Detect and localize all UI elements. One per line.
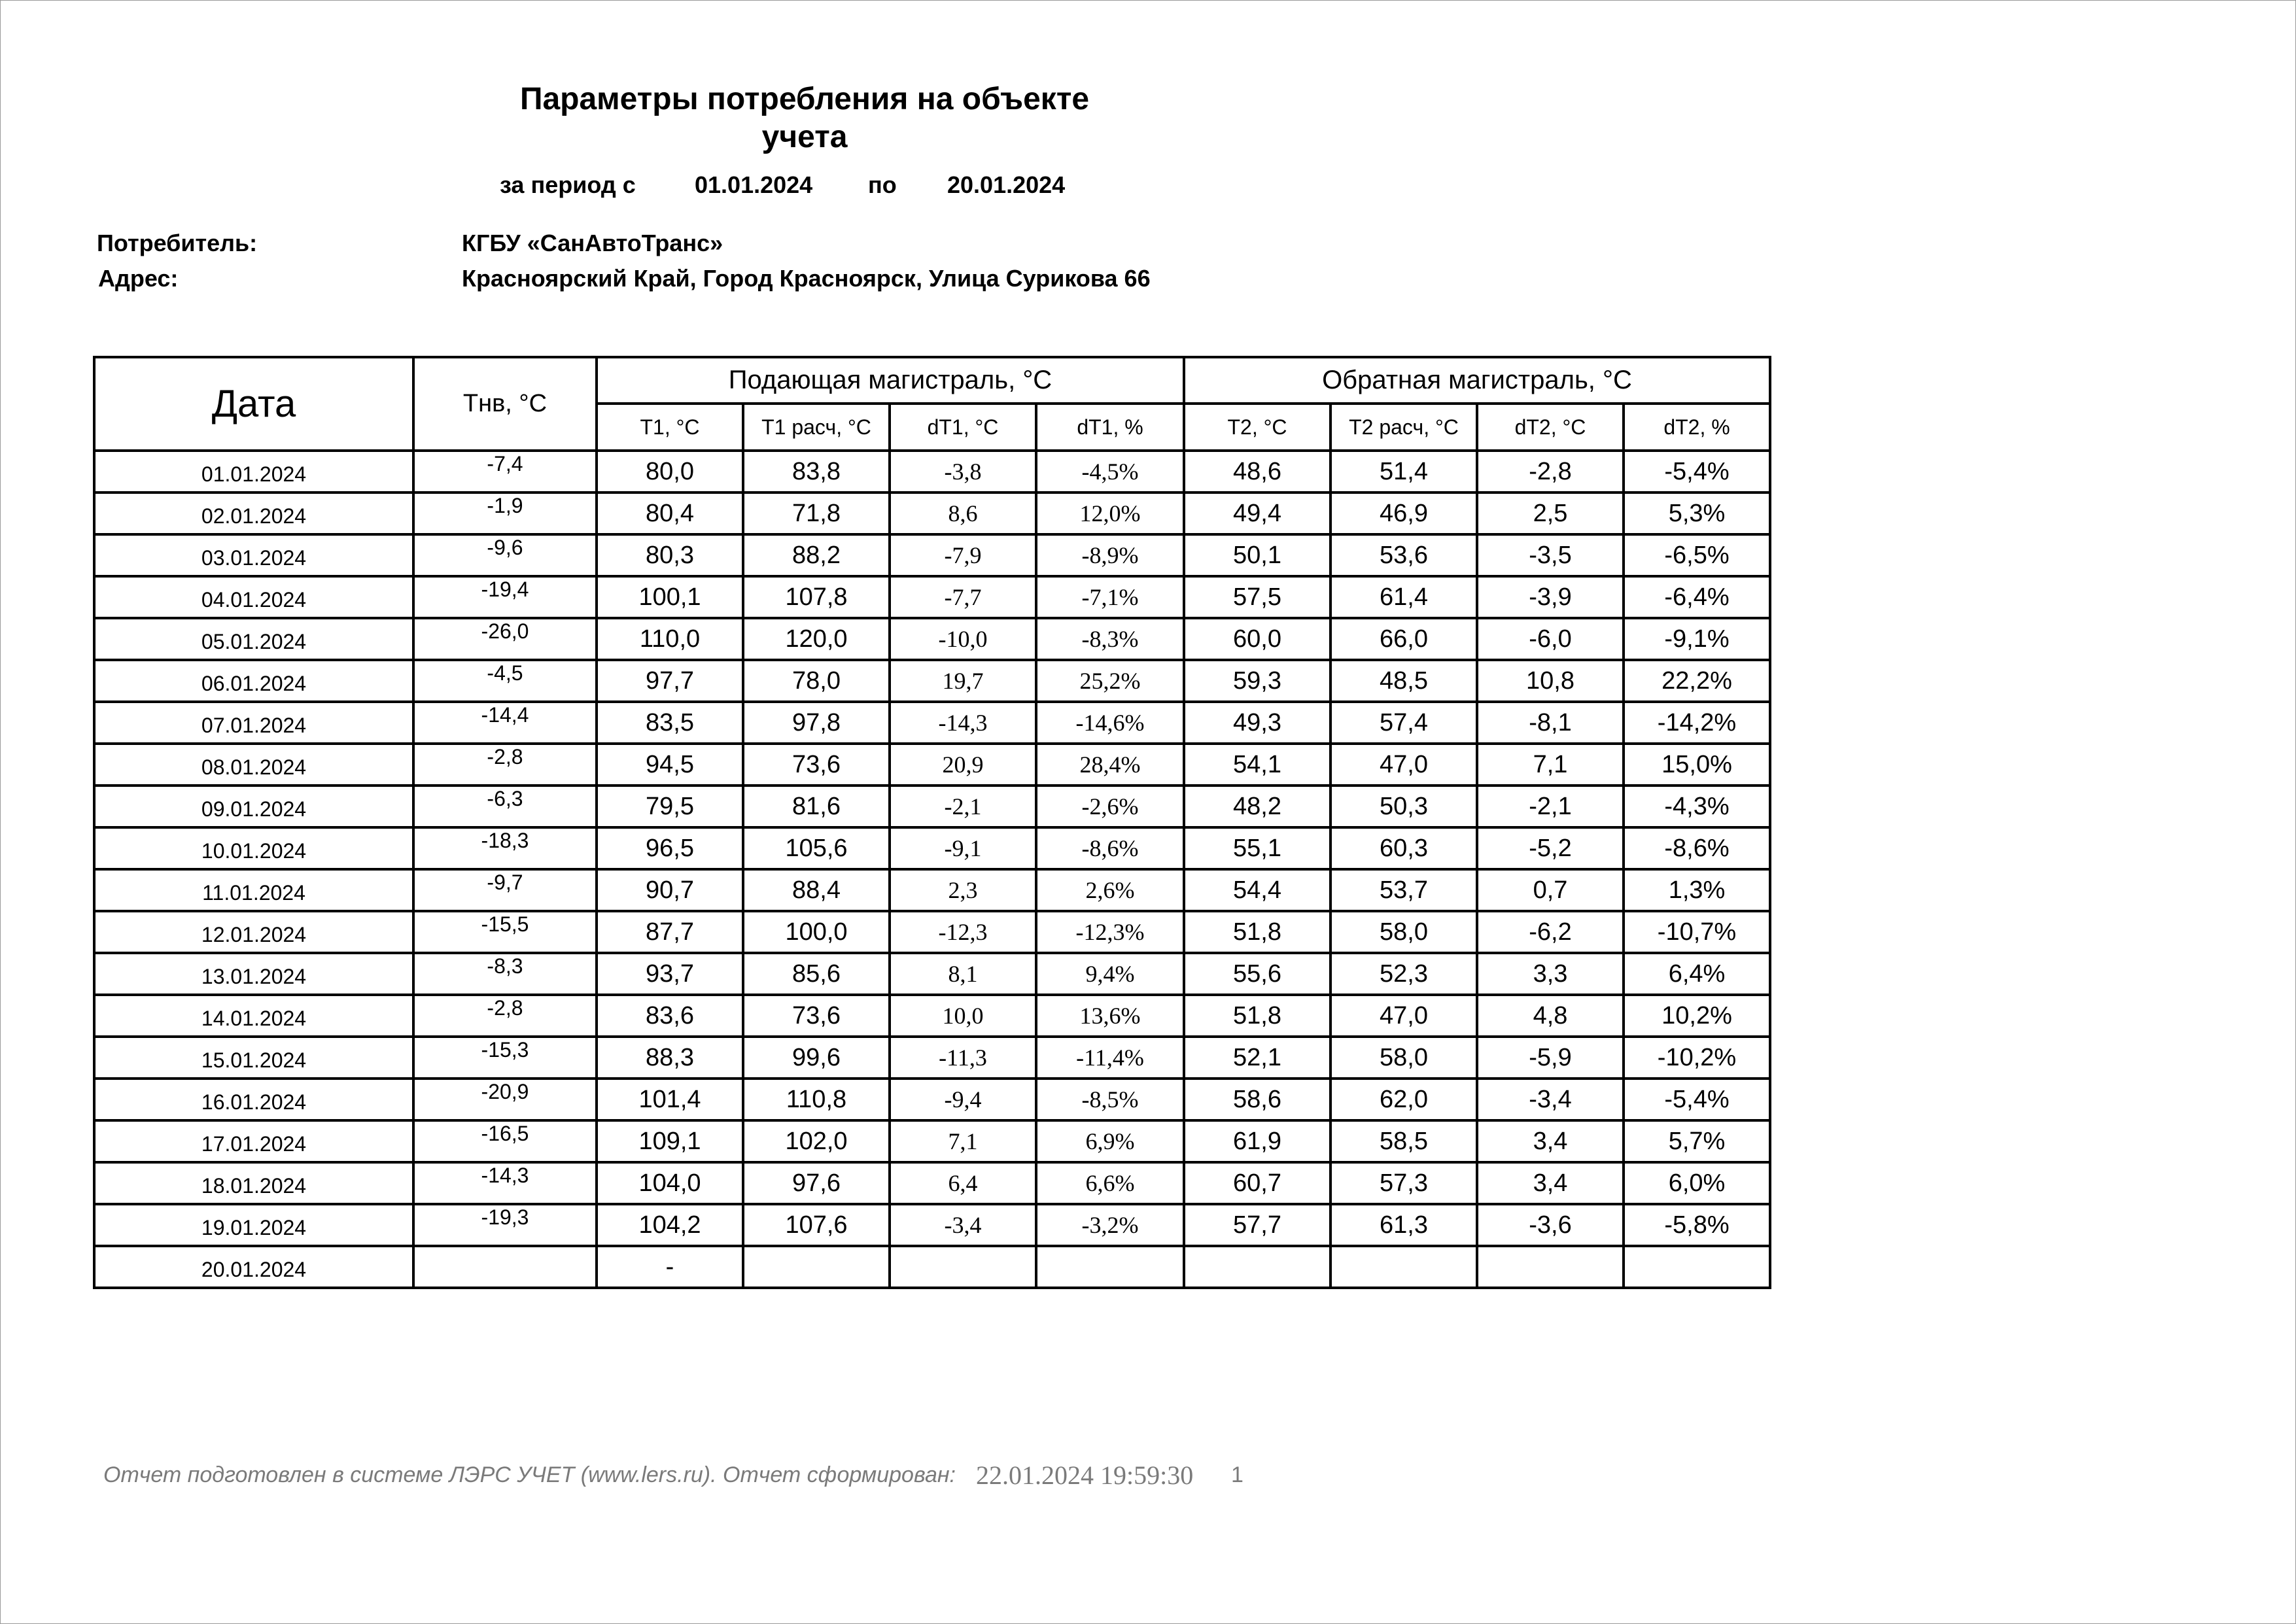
date-cell: 08.01.2024 [94,744,413,786]
t2-cell: 61,9 [1184,1120,1331,1162]
dt2-cell: 3,4 [1477,1120,1624,1162]
t1-calc-cell: 100,0 [743,911,890,953]
t2-cell: 51,8 [1184,995,1331,1037]
dt1-cell: -7,7 [890,576,1036,618]
date-cell: 13.01.2024 [94,953,413,995]
tnv-cell: -26,0 [413,618,597,660]
dt1-pct-cell: -12,3% [1036,911,1184,953]
header-dt1: dT1, °С [890,404,1036,451]
report-title-line2: учета [761,120,848,154]
date-cell: 20.01.2024 [94,1246,413,1288]
dt2-cell: 3,4 [1477,1162,1624,1204]
t1-calc-cell: 85,6 [743,953,890,995]
tnv-cell [413,1246,597,1288]
t1-calc-cell: 107,8 [743,576,890,618]
header-supply-main: Подающая магистраль, °С [597,357,1184,404]
dt1-pct-cell: 9,4% [1036,953,1184,995]
tnv-cell: -19,3 [413,1204,597,1246]
dt2-cell: -6,2 [1477,911,1624,953]
report-title-line1: Параметры потребления на объекте [519,82,1090,116]
period-to-date: 20.01.2024 [947,171,1066,198]
t1-calc-cell: 71,8 [743,492,890,534]
date-cell: 06.01.2024 [94,660,413,702]
period-from-date: 01.01.2024 [695,171,813,198]
tnv-cell: -2,8 [413,744,597,786]
dt2-cell: -2,8 [1477,451,1624,492]
tnv-cell: -14,3 [413,1162,597,1204]
dt2-cell [1477,1246,1624,1288]
table-row [94,451,1770,492]
t1-cell: 88,3 [597,1037,743,1079]
address-label: Адрес: [98,265,179,292]
dt1-cell: 6,4 [890,1162,1036,1204]
table-row [94,702,1770,744]
dt2-cell: -8,1 [1477,702,1624,744]
dt1-pct-cell: 12,0% [1036,492,1184,534]
t2-cell: 57,7 [1184,1204,1331,1246]
dt1-pct-cell: -14,6% [1036,702,1184,744]
t2-calc-cell [1331,1246,1477,1288]
tnv-cell: -6,3 [413,786,597,827]
t1-cell: 83,5 [597,702,743,744]
dt1-pct-cell: 6,6% [1036,1162,1184,1204]
dt1-pct-cell: -11,4% [1036,1037,1184,1079]
footer-timestamp: 22.01.2024 19:59:30 [976,1460,1194,1490]
dt1-cell: 2,3 [890,869,1036,911]
header-t1: Т1, °С [597,404,743,451]
t1-cell: - [597,1246,743,1288]
t2-cell: 60,7 [1184,1162,1331,1204]
t1-calc-cell: 88,4 [743,869,890,911]
dt1-pct-cell: -8,6% [1036,827,1184,869]
t2-cell: 52,1 [1184,1037,1331,1079]
dt2-cell: 3,3 [1477,953,1624,995]
dt2-pct-cell: -5,4% [1624,1079,1770,1120]
dt2-pct-cell: -4,3% [1624,786,1770,827]
dt2-pct-cell: 6,4% [1624,953,1770,995]
dt2-cell: -3,5 [1477,534,1624,576]
date-cell: 19.01.2024 [94,1204,413,1246]
dt1-pct-cell: 13,6% [1036,995,1184,1037]
t1-calc-cell: 78,0 [743,660,890,702]
consumer-value: КГБУ «СанАвтоТранс» [462,230,723,256]
table-body [94,451,1770,1288]
table-row [94,660,1770,702]
t2-calc-cell: 52,3 [1331,953,1477,995]
t1-calc-cell: 88,2 [743,534,890,576]
dt2-pct-cell: 1,3% [1624,869,1770,911]
dt1-cell: -12,3 [890,911,1036,953]
t2-cell: 54,4 [1184,869,1331,911]
dt2-cell: -2,1 [1477,786,1624,827]
t2-calc-cell: 53,6 [1331,534,1477,576]
dt1-cell: -11,3 [890,1037,1036,1079]
dt1-cell: -2,1 [890,786,1036,827]
header-return-main: Обратная магистраль, °С [1184,357,1770,404]
period-to-label: по [868,171,897,198]
t2-cell: 55,1 [1184,827,1331,869]
t2-calc-cell: 57,4 [1331,702,1477,744]
t1-cell: 97,7 [597,660,743,702]
dt2-pct-cell: 22,2% [1624,660,1770,702]
t1-calc-cell: 99,6 [743,1037,890,1079]
dt1-cell: 19,7 [890,660,1036,702]
date-cell: 01.01.2024 [94,451,413,492]
t2-calc-cell: 47,0 [1331,995,1477,1037]
t1-cell: 110,0 [597,618,743,660]
dt2-pct-cell: 6,0% [1624,1162,1770,1204]
t1-cell: 104,2 [597,1204,743,1246]
t1-cell: 101,4 [597,1079,743,1120]
dt2-cell: -5,9 [1477,1037,1624,1079]
t1-cell: 94,5 [597,744,743,786]
dt2-pct-cell: -14,2% [1624,702,1770,744]
tnv-cell: -9,6 [413,534,597,576]
dt1-cell: -7,9 [890,534,1036,576]
dt1-pct-cell: -8,5% [1036,1079,1184,1120]
dt1-cell: 8,6 [890,492,1036,534]
t1-cell: 109,1 [597,1120,743,1162]
t2-cell: 48,6 [1184,451,1331,492]
consumption-table [93,356,1771,1289]
t1-cell: 90,7 [597,869,743,911]
dt1-pct-cell: -3,2% [1036,1204,1184,1246]
consumer-label: Потребитель: [97,230,258,256]
dt1-cell: -3,8 [890,451,1036,492]
address-value: Красноярский Край, Город Красноярск, Улица Сурикова 66 [462,265,1151,292]
table-row [94,534,1770,576]
dt2-pct-cell: 5,3% [1624,492,1770,534]
dt1-cell [890,1246,1036,1288]
date-cell: 03.01.2024 [94,534,413,576]
date-cell: 11.01.2024 [94,869,413,911]
header-tnv: Тнв, °С [413,357,597,451]
t1-calc-cell: 73,6 [743,995,890,1037]
table-row [94,953,1770,995]
dt2-cell: 7,1 [1477,744,1624,786]
date-cell: 10.01.2024 [94,827,413,869]
period-from-label: за период с [500,171,636,198]
t1-cell: 96,5 [597,827,743,869]
t2-cell: 55,6 [1184,953,1331,995]
dt2-pct-cell: -9,1% [1624,618,1770,660]
date-cell: 07.01.2024 [94,702,413,744]
t1-calc-cell: 102,0 [743,1120,890,1162]
t1-cell: 87,7 [597,911,743,953]
dt2-cell: 0,7 [1477,869,1624,911]
dt1-cell: 7,1 [890,1120,1036,1162]
date-cell: 02.01.2024 [94,492,413,534]
t2-calc-cell: 57,3 [1331,1162,1477,1204]
t1-cell: 80,3 [597,534,743,576]
t2-calc-cell: 61,3 [1331,1204,1477,1246]
table-row [94,995,1770,1037]
date-cell: 15.01.2024 [94,1037,413,1079]
date-cell: 09.01.2024 [94,786,413,827]
dt2-cell: -6,0 [1477,618,1624,660]
tnv-cell: -2,8 [413,995,597,1037]
t1-cell: 79,5 [597,786,743,827]
dt1-cell: -14,3 [890,702,1036,744]
header-dt2-pct: dT2, % [1624,404,1770,451]
dt1-pct-cell [1036,1246,1184,1288]
t1-calc-cell: 97,8 [743,702,890,744]
dt2-cell: 2,5 [1477,492,1624,534]
dt1-cell: -9,1 [890,827,1036,869]
dt2-pct-cell: 15,0% [1624,744,1770,786]
tnv-cell: -14,4 [413,702,597,744]
date-cell: 14.01.2024 [94,995,413,1037]
t1-cell: 80,4 [597,492,743,534]
t1-cell: 93,7 [597,953,743,995]
tnv-cell: -16,5 [413,1120,597,1162]
dt2-cell: 4,8 [1477,995,1624,1037]
header-t1-calc: Т1 расч, °С [743,404,890,451]
t2-cell: 50,1 [1184,534,1331,576]
tnv-cell: -19,4 [413,576,597,618]
dt1-pct-cell: 6,9% [1036,1120,1184,1162]
t2-calc-cell: 58,5 [1331,1120,1477,1162]
t2-calc-cell: 51,4 [1331,451,1477,492]
dt2-cell: -5,2 [1477,827,1624,869]
dt2-pct-cell: -8,6% [1624,827,1770,869]
tnv-cell: -4,5 [413,660,597,702]
table-row [94,1120,1770,1162]
t1-calc-cell: 97,6 [743,1162,890,1204]
dt1-pct-cell: 2,6% [1036,869,1184,911]
t2-calc-cell: 46,9 [1331,492,1477,534]
table-row [94,1162,1770,1204]
tnv-cell: -1,9 [413,492,597,534]
dt2-pct-cell: -10,7% [1624,911,1770,953]
date-cell: 05.01.2024 [94,618,413,660]
table-row [94,492,1770,534]
footer-note: Отчет подготовлен в системе ЛЭРС УЧЕТ (www.lers.ru). Отчет сформирован: [103,1462,956,1487]
dt2-pct-cell: -6,5% [1624,534,1770,576]
dt2-cell: -3,9 [1477,576,1624,618]
dt2-pct-cell [1624,1246,1770,1288]
t2-calc-cell: 66,0 [1331,618,1477,660]
dt2-pct-cell: 10,2% [1624,995,1770,1037]
t2-cell: 49,3 [1184,702,1331,744]
dt2-cell: -3,4 [1477,1079,1624,1120]
t2-calc-cell: 60,3 [1331,827,1477,869]
dt1-cell: 8,1 [890,953,1036,995]
dt1-pct-cell: -2,6% [1036,786,1184,827]
dt2-pct-cell: -6,4% [1624,576,1770,618]
t1-cell: 100,1 [597,576,743,618]
t1-cell: 104,0 [597,1162,743,1204]
dt1-pct-cell: -4,5% [1036,451,1184,492]
table-row [94,618,1770,660]
t2-cell: 59,3 [1184,660,1331,702]
t2-cell: 58,6 [1184,1079,1331,1120]
t1-calc-cell: 110,8 [743,1079,890,1120]
header-dt1-pct: dT1, % [1036,404,1184,451]
dt2-cell: 10,8 [1477,660,1624,702]
dt1-cell: 10,0 [890,995,1036,1037]
tnv-cell: -9,7 [413,869,597,911]
t2-calc-cell: 48,5 [1331,660,1477,702]
t2-calc-cell: 61,4 [1331,576,1477,618]
t1-calc-cell: 83,8 [743,451,890,492]
dt2-pct-cell: -10,2% [1624,1037,1770,1079]
date-cell: 17.01.2024 [94,1120,413,1162]
table-row [94,786,1770,827]
date-cell: 16.01.2024 [94,1079,413,1120]
t2-cell: 57,5 [1184,576,1331,618]
date-cell: 04.01.2024 [94,576,413,618]
t2-cell [1184,1246,1331,1288]
dt2-pct-cell: -5,4% [1624,451,1770,492]
t1-cell: 83,6 [597,995,743,1037]
t2-cell: 49,4 [1184,492,1331,534]
t2-calc-cell: 58,0 [1331,1037,1477,1079]
dt2-pct-cell: -5,8% [1624,1204,1770,1246]
t1-cell: 80,0 [597,451,743,492]
t2-calc-cell: 58,0 [1331,911,1477,953]
tnv-cell: -15,5 [413,911,597,953]
tnv-cell: -8,3 [413,953,597,995]
t1-calc-cell [743,1246,890,1288]
t1-calc-cell: 120,0 [743,618,890,660]
dt1-cell: -3,4 [890,1204,1036,1246]
table-row [94,744,1770,786]
table-row [94,1079,1770,1120]
table-row [94,1037,1770,1079]
dt2-cell: -3,6 [1477,1204,1624,1246]
t2-calc-cell: 47,0 [1331,744,1477,786]
tnv-cell: -7,4 [413,451,597,492]
tnv-cell: -15,3 [413,1037,597,1079]
dt1-pct-cell: -8,9% [1036,534,1184,576]
t1-calc-cell: 81,6 [743,786,890,827]
date-cell: 18.01.2024 [94,1162,413,1204]
table-row [94,869,1770,911]
table-row [94,1204,1770,1246]
table-header-row [94,357,1770,404]
t1-calc-cell: 107,6 [743,1204,890,1246]
table-row [94,911,1770,953]
table-row [94,1246,1770,1288]
t2-calc-cell: 62,0 [1331,1079,1477,1120]
dt1-pct-cell: -7,1% [1036,576,1184,618]
dt2-pct-cell: 5,7% [1624,1120,1770,1162]
t2-calc-cell: 53,7 [1331,869,1477,911]
dt1-pct-cell: 25,2% [1036,660,1184,702]
dt1-cell: 20,9 [890,744,1036,786]
t1-calc-cell: 105,6 [743,827,890,869]
tnv-cell: -18,3 [413,827,597,869]
t1-calc-cell: 73,6 [743,744,890,786]
page-number: 1 [1231,1462,1244,1487]
header-dt2: dT2, °С [1477,404,1624,451]
t2-calc-cell: 50,3 [1331,786,1477,827]
header-t2-calc: Т2 расч, °С [1331,404,1477,451]
table-row [94,827,1770,869]
t2-cell: 54,1 [1184,744,1331,786]
header-date: Дата [94,357,413,451]
t2-cell: 60,0 [1184,618,1331,660]
table-row [94,576,1770,618]
header-t2: Т2, °С [1184,404,1331,451]
dt1-cell: -9,4 [890,1079,1036,1120]
dt1-pct-cell: 28,4% [1036,744,1184,786]
dt1-cell: -10,0 [890,618,1036,660]
tnv-cell: -20,9 [413,1079,597,1120]
t2-cell: 48,2 [1184,786,1331,827]
t2-cell: 51,8 [1184,911,1331,953]
dt1-pct-cell: -8,3% [1036,618,1184,660]
date-cell: 12.01.2024 [94,911,413,953]
